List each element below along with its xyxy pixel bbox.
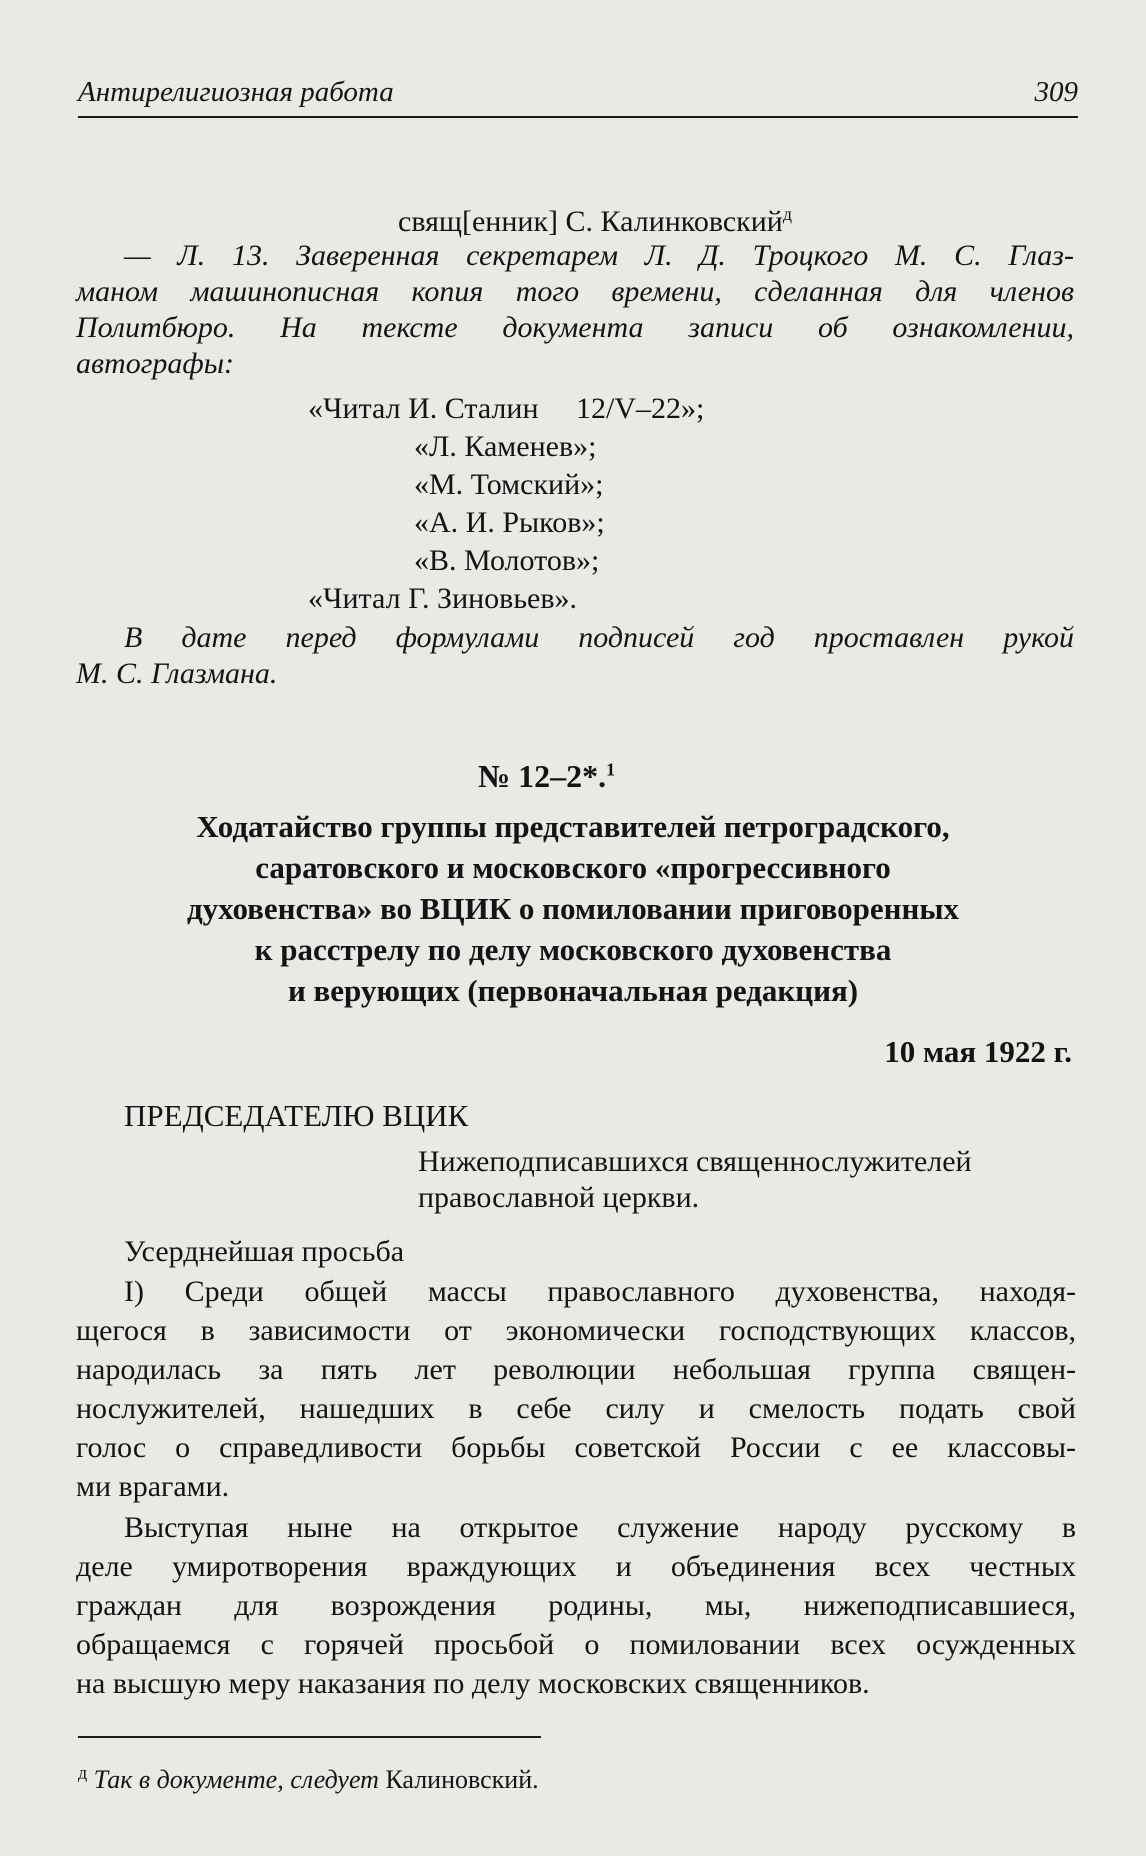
title-line: духовенства» во ВЦИК о помиловании приговоренных <box>186 891 960 926</box>
signature-text: свящ[енник] С. Калинковский <box>398 205 783 238</box>
archival-note-line: маном машинописная копия того времени, сделанная для членов <box>76 275 1074 308</box>
salutation: Усерднейшая просьба <box>124 1235 405 1268</box>
paragraph-line: нослужителей, нашедших в себе силу и смелость подать свой <box>76 1392 1076 1425</box>
paragraph-line: деле умиротворения враждующих и объединения всех честных <box>76 1550 1076 1583</box>
paragraph-line: ми врагами. <box>76 1470 230 1503</box>
archival-note-line: Политбюро. На тексте документа записи об ознакомлении, <box>76 311 1074 344</box>
paragraph-line: I) Среди общей массы православного духовенства, находя- <box>124 1275 1076 1308</box>
paragraph-line: народилась за пять лет революции небольшая группа священ- <box>76 1353 1076 1386</box>
autograph-zinoviev: «Читал Г. Зиновьев». <box>308 582 578 615</box>
paragraph-line: граждан для возрождения родины, мы, нижеподписавшиеся, <box>76 1589 1076 1622</box>
paragraph-line: Выступая ныне на открытое служение народу русскому в <box>124 1511 1076 1544</box>
section-title: Антирелигиозная работа <box>78 76 394 108</box>
addressee: ПРЕДСЕДАТЕЛЮ ВЦИК <box>124 1098 469 1133</box>
document-date: 10 мая 1922 г. <box>884 1034 1072 1069</box>
paragraph-line: голос о справедливости борьбы советской России с ее классовы- <box>76 1431 1076 1464</box>
autograph-kamenev: «Л. Каменев»; <box>414 430 597 463</box>
document-number-footnote-mark: 1 <box>606 759 616 780</box>
signature-footnote-mark: д <box>782 204 793 224</box>
running-header <box>78 72 1078 118</box>
paragraph-line: обращаемся с горячей просьбой о помиловании всех осужденных <box>76 1628 1076 1661</box>
autograph-stalin: «Читал И. Сталин 12/V–22»; <box>308 392 705 425</box>
footnote-divider <box>78 1736 541 1738</box>
date-note-line: М. С. Глазмана. <box>76 657 278 690</box>
archival-note-line: автографы: <box>76 347 234 380</box>
title-line: саратовского и московского «прогрессивного <box>255 850 891 885</box>
signature-line <box>398 204 792 240</box>
date-note <box>76 620 1074 692</box>
archival-note-line: — Л. 13. Заверенная секретарем Л. Д. Троцкого М. С. Глаз- <box>124 239 1074 272</box>
document-number <box>478 758 615 794</box>
paragraph-2 <box>76 1508 1076 1703</box>
date-note-line: В дате перед формулами подписей год проставлен рукой <box>124 621 1074 654</box>
document-number-text: № 12–2*. <box>478 758 607 794</box>
from-line-1: Нижеподписавшихся священнослужителей <box>418 1145 972 1178</box>
autograph-molotov: «В. Молотов»; <box>414 544 600 577</box>
title-line: Ходатайство группы представителей петроградского, <box>196 809 950 844</box>
from-line-2: православной церкви. <box>418 1181 700 1214</box>
paragraph-line: на высшую меру наказания по делу московских священников. <box>76 1667 870 1700</box>
footnote-regular-text: Калиновский. <box>385 1765 539 1794</box>
footnote-mark: д <box>78 1762 88 1783</box>
footnote <box>78 1762 539 1798</box>
paragraph-line: щегося в зависимости от экономически господствующих классов, <box>76 1314 1076 1347</box>
autograph-tomsky: «М. Томский»; <box>414 468 604 501</box>
title-line: и верующих (первоначальная редакция) <box>287 973 859 1008</box>
archival-note <box>76 238 1074 382</box>
page-number: 309 <box>1034 76 1078 108</box>
footnote-italic-text: Так в документе, следует <box>93 1765 379 1794</box>
paragraph-1 <box>76 1272 1076 1506</box>
autograph-rykov: «А. И. Рыков»; <box>414 506 605 539</box>
document-title <box>100 806 1046 1011</box>
title-line: к расстрелу по делу московского духовенства <box>254 932 892 967</box>
